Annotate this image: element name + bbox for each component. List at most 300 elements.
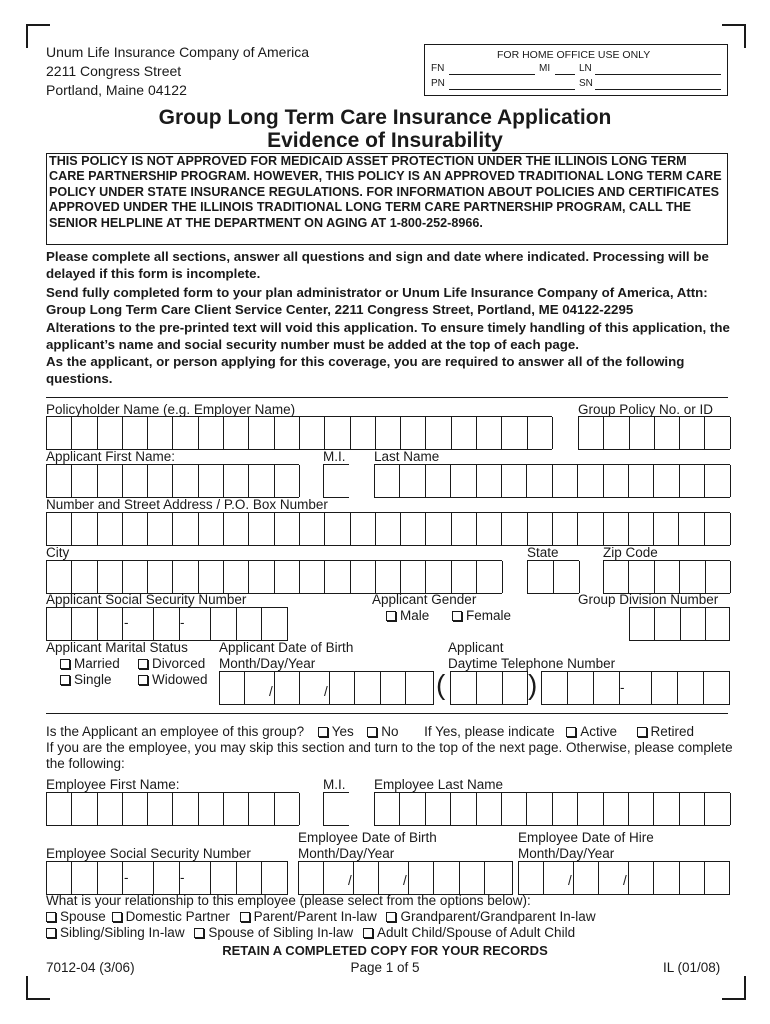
ssn-dash-1: - (124, 615, 129, 630)
character-box[interactable] (275, 513, 300, 545)
character-box[interactable] (376, 561, 401, 593)
character-box[interactable] (123, 417, 148, 449)
phone-number-field[interactable] (541, 671, 730, 705)
character-box[interactable] (594, 672, 620, 704)
applicant-first-name-label: Applicant First Name: (46, 449, 176, 464)
employee-dob-label: Employee Date of Birth (298, 830, 437, 845)
active-label: Active (580, 724, 617, 739)
character-box[interactable] (655, 417, 680, 449)
character-box[interactable] (554, 561, 580, 593)
character-box[interactable] (354, 862, 379, 894)
character-box[interactable] (375, 465, 400, 497)
character-box[interactable] (355, 672, 380, 704)
address-label: Number and Street Address / P.O. Box Number (46, 497, 328, 512)
character-box[interactable] (47, 793, 72, 825)
illinois-warning: THIS POLICY IS NOT APPROVED FOR MEDICAID ASSET PROTECTION UNDER THE ILLINOIS LONG TERM CARE PARTNERSHIP PROGRAM. HOWEVER, THIS POLICY IS AN APPROVED TRADITIONAL LONG TERM CARE POLICY UNDER STATE INSURANCE REGULATIONS. FOR INFORMATION ABOUT POLICIES AND CERTIFICATES APPROVED UNDER THE ILLINOIS TRADITIONAL LONG TERM CARE PARTNERSHIP PROGRAM, CALL THE SENIOR HELPLINE AT THE DEPARTMENT ON AGING AT 1-800-252-8966. (46, 153, 728, 245)
city-field[interactable] (46, 560, 502, 594)
character-box[interactable] (199, 465, 224, 497)
character-box[interactable] (630, 608, 655, 640)
phone-label-line2: Daytime Telephone Number (448, 656, 616, 671)
gender-male-label: Male (400, 608, 430, 623)
character-box[interactable] (72, 561, 97, 593)
character-box[interactable] (174, 793, 199, 825)
character-box[interactable] (47, 561, 72, 593)
spouse-of-sibling-label: Spouse of Sibling In-law (208, 925, 354, 940)
character-box[interactable] (72, 465, 97, 497)
character-box[interactable] (705, 862, 730, 894)
character-box[interactable] (706, 561, 731, 593)
character-box[interactable] (629, 465, 654, 497)
employee-skip-note: If you are the employee, you may skip this section and turn to the top of the next page. Otherwise, please complete the following: (46, 740, 733, 771)
gender-female-option[interactable] (452, 608, 511, 624)
employee-dob-slash-2: / (403, 873, 407, 888)
character-box[interactable] (224, 793, 249, 825)
character-box[interactable] (72, 793, 97, 825)
character-box[interactable] (704, 672, 730, 704)
character-box[interactable] (47, 608, 72, 640)
character-box[interactable] (451, 672, 477, 704)
employee-mi-field[interactable] (323, 792, 349, 826)
character-box[interactable] (502, 513, 527, 545)
character-box[interactable] (211, 608, 236, 640)
character-box[interactable] (654, 465, 679, 497)
zip-label: Zip Code (603, 545, 658, 560)
parent-checkbox[interactable] (240, 912, 250, 922)
retired-checkbox[interactable] (637, 727, 647, 737)
character-box[interactable] (578, 513, 603, 545)
employee-first-name-field[interactable] (46, 792, 299, 826)
office-ln-field[interactable] (595, 74, 721, 75)
character-box[interactable] (604, 561, 629, 593)
employee-question: Is the Applicant an employee of this group? (46, 724, 305, 739)
character-box[interactable] (237, 608, 262, 640)
married-label: Married (74, 656, 120, 671)
character-box[interactable] (574, 862, 599, 894)
sibling-label: Sibling/Sibling In-law (60, 925, 185, 940)
applicant-last-name-label: Last Name (374, 449, 440, 464)
form-subtitle: Evidence of Insurability (267, 129, 503, 152)
employee-question-row (46, 724, 694, 740)
employee-ssn-dash-2: - (180, 870, 185, 885)
domestic-partner-checkbox[interactable] (112, 912, 122, 922)
marital-divorced-option[interactable] (138, 656, 205, 672)
character-box[interactable] (528, 513, 553, 545)
character-box[interactable] (477, 672, 503, 704)
office-fn-field[interactable] (449, 74, 535, 75)
employee-first-name-label: Employee First Name: (46, 777, 180, 792)
character-box[interactable] (275, 417, 300, 449)
employee-ssn-field[interactable] (46, 861, 288, 895)
character-box[interactable] (527, 793, 552, 825)
employee-hire-slash-2: / (623, 873, 627, 888)
character-box[interactable] (98, 561, 123, 593)
character-box[interactable] (325, 561, 350, 593)
character-box[interactable] (502, 793, 527, 825)
character-box[interactable] (262, 862, 288, 894)
home-office-box (424, 44, 728, 96)
if-yes-label: If Yes, please indicate (424, 724, 555, 739)
character-box[interactable] (629, 862, 654, 894)
character-box[interactable] (375, 793, 400, 825)
character-box[interactable] (630, 417, 655, 449)
character-box[interactable] (98, 513, 123, 545)
character-box[interactable] (680, 862, 705, 894)
applicant-last-name-field[interactable] (374, 464, 730, 498)
character-box[interactable] (680, 793, 705, 825)
character-box[interactable] (503, 672, 528, 704)
character-box[interactable] (129, 862, 154, 894)
character-box[interactable] (148, 561, 173, 593)
sibling-checkbox[interactable] (46, 928, 56, 938)
character-box[interactable] (72, 608, 97, 640)
instruction-required: As the applicant, or person applying for this coverage, you are required to answer all of the following questions. (46, 354, 685, 386)
character-box[interactable] (434, 862, 459, 894)
character-box[interactable] (553, 465, 578, 497)
character-box[interactable] (47, 513, 72, 545)
group-policy-label: Group Policy No. or ID (578, 402, 714, 417)
character-box[interactable] (502, 417, 527, 449)
single-label: Single (74, 672, 112, 687)
character-box[interactable] (406, 672, 434, 704)
office-sn-label: SN (579, 78, 593, 89)
grandparent-label: Grandparent/Grandparent In-law (400, 909, 596, 924)
character-box[interactable] (325, 513, 350, 545)
character-box[interactable] (98, 417, 123, 449)
character-box[interactable] (705, 513, 731, 545)
character-box[interactable] (154, 608, 179, 640)
character-box[interactable] (652, 672, 678, 704)
form-title: Group Long Term Care Insurance Application (158, 106, 612, 129)
employee-last-name-field[interactable] (374, 792, 730, 826)
phone-dash: - (620, 680, 625, 695)
character-box[interactable] (199, 417, 224, 449)
spouse-checkbox[interactable] (46, 912, 56, 922)
character-box[interactable] (553, 513, 578, 545)
character-box[interactable] (123, 465, 148, 497)
character-box[interactable] (485, 862, 513, 894)
character-box[interactable] (409, 862, 434, 894)
company-city: Portland, Maine 04122 (46, 82, 187, 98)
character-box[interactable] (680, 513, 705, 545)
employee-mi-label: M.I. (323, 777, 346, 792)
character-box[interactable] (578, 793, 603, 825)
character-box[interactable] (237, 862, 262, 894)
character-box[interactable] (528, 561, 554, 593)
office-ln-label: LN (579, 63, 592, 74)
employee-hire-slash-1: / (568, 873, 572, 888)
character-box[interactable] (527, 465, 552, 497)
character-box[interactable] (351, 561, 376, 593)
character-box[interactable] (654, 862, 679, 894)
employee-yes-label: Yes (331, 724, 354, 739)
character-box[interactable] (678, 672, 704, 704)
character-box[interactable] (477, 561, 503, 593)
character-box[interactable] (542, 672, 568, 704)
single-checkbox[interactable] (60, 675, 70, 685)
character-box[interactable] (275, 561, 300, 593)
office-fn-label: FN (431, 63, 445, 74)
character-box[interactable] (680, 465, 705, 497)
character-box[interactable] (351, 417, 376, 449)
character-box[interactable] (452, 513, 477, 545)
gender-label: Applicant Gender (372, 592, 477, 607)
character-box[interactable] (174, 561, 199, 593)
character-box[interactable] (376, 513, 401, 545)
character-box[interactable] (220, 672, 245, 704)
spouse-label: Spouse (60, 909, 106, 924)
character-box[interactable] (300, 561, 325, 593)
character-box[interactable] (330, 672, 355, 704)
employee-hire-format: Month/Day/Year (518, 846, 615, 861)
gender-female-checkbox[interactable] (452, 611, 462, 621)
character-box[interactable] (680, 417, 705, 449)
character-box[interactable] (299, 862, 324, 894)
character-box[interactable] (249, 793, 274, 825)
character-box[interactable] (400, 465, 425, 497)
character-box[interactable] (249, 417, 274, 449)
office-mi-field[interactable] (555, 74, 575, 75)
character-box[interactable] (502, 465, 527, 497)
phone-paren-open: ( (436, 669, 446, 700)
character-box[interactable] (47, 465, 72, 497)
character-box[interactable] (477, 513, 502, 545)
marital-single-option[interactable] (60, 672, 112, 688)
character-box[interactable] (224, 465, 249, 497)
zip-field[interactable] (603, 560, 730, 594)
division-field[interactable] (629, 607, 730, 641)
employee-yes-checkbox[interactable] (318, 727, 328, 737)
character-box[interactable] (98, 465, 123, 497)
applicant-dob-label: Applicant Date of Birth (219, 640, 354, 655)
corner-mark-bottom-left (26, 976, 50, 1000)
character-box[interactable] (376, 417, 401, 449)
ssn-dash-2: - (180, 615, 185, 630)
phone-label-line1: Applicant (448, 640, 504, 655)
character-box[interactable] (211, 862, 236, 894)
character-box[interactable] (578, 465, 603, 497)
active-checkbox[interactable] (566, 727, 576, 737)
character-box[interactable] (72, 862, 97, 894)
character-box[interactable] (568, 672, 594, 704)
character-box[interactable] (98, 862, 123, 894)
character-box[interactable] (47, 417, 72, 449)
adult-child-label: Adult Child/Spouse of Adult Child (376, 925, 576, 940)
employee-no-checkbox[interactable] (367, 727, 377, 737)
form-number: 7012-04 (3/06) (46, 960, 135, 975)
character-box[interactable] (351, 513, 376, 545)
gender-male-checkbox[interactable] (386, 611, 396, 621)
division-label: Group Division Number (578, 592, 719, 607)
applicant-mi-field[interactable] (323, 464, 349, 498)
character-box[interactable] (427, 561, 452, 593)
character-box[interactable] (460, 862, 485, 894)
character-box[interactable] (427, 513, 452, 545)
applicant-dob-format: Month/Day/Year (219, 656, 316, 671)
character-box[interactable] (626, 672, 652, 704)
character-box[interactable] (604, 465, 629, 497)
character-box[interactable] (451, 465, 476, 497)
character-box[interactable] (654, 513, 679, 545)
relationship-label: What is your relationship to this employee (please select from the options below): (46, 893, 531, 908)
divorced-label: Divorced (152, 656, 206, 671)
character-box[interactable] (275, 465, 300, 497)
character-box[interactable] (604, 513, 629, 545)
character-box[interactable] (98, 608, 123, 640)
character-box[interactable] (174, 465, 199, 497)
employee-dob-slash-1: / (348, 873, 352, 888)
character-box[interactable] (186, 862, 211, 894)
character-box[interactable] (528, 417, 553, 449)
state-code: IL (01/08) (663, 960, 721, 975)
gender-female-label: Female (466, 608, 512, 623)
character-box[interactable] (705, 793, 731, 825)
character-box[interactable] (477, 417, 502, 449)
state-field[interactable] (527, 560, 579, 594)
character-box[interactable] (325, 417, 350, 449)
character-box[interactable] (98, 793, 123, 825)
character-box[interactable] (426, 465, 451, 497)
character-box[interactable] (381, 672, 406, 704)
city-label: City (46, 545, 70, 560)
character-box[interactable] (249, 465, 274, 497)
character-box[interactable] (262, 608, 288, 640)
domestic-partner-label: Domestic Partner (125, 909, 230, 924)
office-pn-label: PN (431, 78, 445, 89)
character-box[interactable] (519, 862, 544, 894)
character-box[interactable] (123, 561, 148, 593)
spouse-of-sibling-checkbox[interactable] (194, 928, 204, 938)
character-box[interactable] (452, 561, 477, 593)
character-box[interactable] (224, 561, 249, 593)
divorced-checkbox[interactable] (138, 659, 148, 669)
character-box[interactable] (680, 561, 705, 593)
character-box[interactable] (553, 793, 578, 825)
character-box[interactable] (604, 417, 629, 449)
retired-label: Retired (650, 724, 695, 739)
instruction-alterations: Alterations to the pre-printed text will void this application. To ensure timely handling of this application, the applicant’s name and social security number must be added at the top of each page. (46, 320, 730, 352)
office-mi-label: MI (539, 63, 551, 74)
widowed-checkbox[interactable] (138, 675, 148, 685)
character-box[interactable] (655, 608, 680, 640)
character-box[interactable] (275, 793, 300, 825)
character-box[interactable] (174, 417, 199, 449)
character-box[interactable] (72, 513, 97, 545)
character-box[interactable] (654, 793, 679, 825)
address-field[interactable] (46, 512, 730, 546)
grandparent-checkbox[interactable] (386, 912, 396, 922)
company-street: 2211 Congress Street (46, 63, 182, 79)
office-sn-field[interactable] (595, 89, 721, 90)
character-box[interactable] (400, 793, 425, 825)
character-box[interactable] (148, 793, 173, 825)
character-box[interactable] (186, 608, 211, 640)
section-divider-employee (46, 713, 728, 714)
character-box[interactable] (681, 608, 706, 640)
character-box[interactable] (148, 417, 173, 449)
applicant-ssn-field[interactable] (46, 607, 288, 641)
character-box[interactable] (629, 561, 654, 593)
character-box[interactable] (401, 561, 426, 593)
phone-area-code-field[interactable] (450, 671, 528, 705)
character-box[interactable] (148, 513, 173, 545)
employee-ssn-label: Employee Social Security Number (46, 846, 251, 861)
character-box[interactable] (477, 793, 502, 825)
marital-married-option[interactable] (60, 656, 120, 672)
retain-copy-notice: RETAIN A COMPLETED COPY FOR YOUR RECORDS (222, 943, 548, 958)
character-box[interactable] (129, 608, 154, 640)
office-pn-field[interactable] (449, 89, 575, 90)
group-policy-field[interactable] (578, 416, 730, 450)
character-box[interactable] (604, 793, 629, 825)
character-box[interactable] (629, 793, 654, 825)
character-box[interactable] (199, 561, 224, 593)
marital-status-label: Applicant Marital Status (46, 640, 188, 655)
character-box[interactable] (300, 513, 325, 545)
married-checkbox[interactable] (60, 659, 70, 669)
character-box[interactable] (705, 465, 731, 497)
character-box[interactable] (706, 417, 732, 449)
character-box[interactable] (629, 513, 654, 545)
policyholder-label: Policyholder Name (e.g. Employer Name) (46, 402, 296, 417)
character-box[interactable] (655, 561, 680, 593)
character-box[interactable] (427, 417, 452, 449)
character-box[interactable] (199, 793, 224, 825)
adult-child-checkbox[interactable] (363, 928, 373, 938)
employee-no-label: No (381, 724, 399, 739)
employee-hire-label: Employee Date of Hire (518, 830, 654, 845)
character-box[interactable] (47, 862, 72, 894)
corner-mark-bottom-right (722, 976, 746, 1000)
character-box[interactable] (199, 513, 224, 545)
character-box[interactable] (401, 513, 426, 545)
character-box[interactable] (706, 608, 730, 640)
character-box[interactable] (579, 417, 604, 449)
character-box[interactable] (224, 513, 249, 545)
character-box[interactable] (249, 513, 274, 545)
character-box[interactable] (300, 417, 325, 449)
applicant-mi-label: M.I. (323, 449, 346, 464)
ssn-label: Applicant Social Security Number (46, 592, 247, 607)
character-box[interactable] (401, 417, 426, 449)
character-box[interactable] (249, 561, 274, 593)
character-box[interactable] (123, 513, 148, 545)
character-box[interactable] (154, 862, 179, 894)
instruction-send: Send fully completed form to your plan administrator or Unum Life Insurance Company of America, Attn: Group Long Term Care Client Service Center, 2211 Congress Street, Portland, ME 04122-2295 (46, 285, 708, 317)
character-box[interactable] (224, 417, 249, 449)
widowed-label: Widowed (152, 672, 208, 687)
character-box[interactable] (275, 672, 300, 704)
page-number: Page 1 of 5 (350, 960, 420, 975)
character-box[interactable] (451, 793, 476, 825)
character-box[interactable] (148, 465, 173, 497)
character-box[interactable] (123, 793, 148, 825)
marital-widowed-option[interactable] (138, 672, 208, 688)
applicant-first-name-field[interactable] (46, 464, 299, 498)
character-box[interactable] (426, 793, 451, 825)
office-box-title: FOR HOME OFFICE USE ONLY (497, 49, 651, 61)
policyholder-name-field[interactable] (46, 416, 552, 450)
gender-male-option[interactable] (386, 608, 429, 624)
character-box[interactable] (477, 465, 502, 497)
character-box[interactable] (452, 417, 477, 449)
character-box[interactable] (72, 417, 97, 449)
employee-last-name-label: Employee Last Name (374, 777, 504, 792)
instruction-complete: Please complete all sections, answer all questions and sign and date where indicated. Processing will be delayed if this form is incomplete. (46, 249, 709, 281)
phone-paren-close: ) (528, 669, 538, 700)
relationship-options-row-2 (46, 925, 575, 941)
applicant-dob-slash-2: / (324, 684, 328, 699)
character-box[interactable] (174, 513, 199, 545)
